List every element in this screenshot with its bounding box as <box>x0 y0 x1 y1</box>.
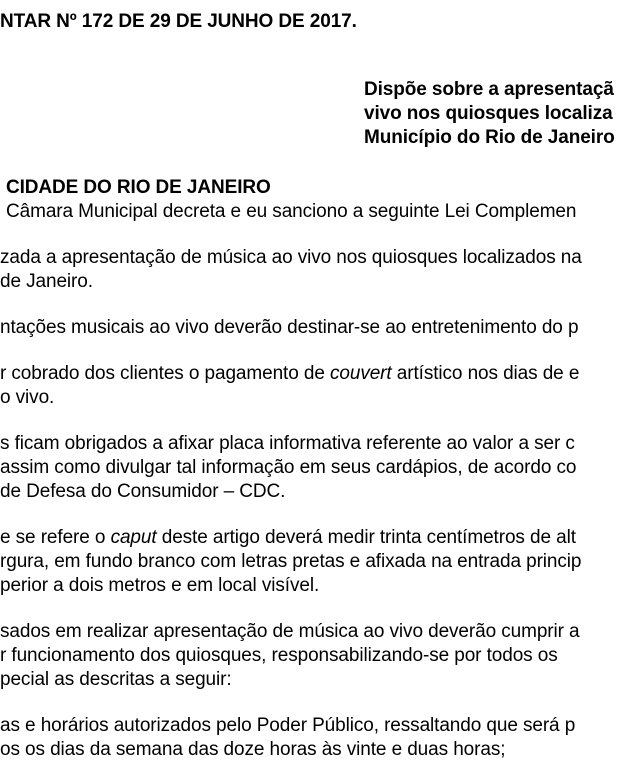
ementa-line-2: vivo nos quiosques localiza <box>364 103 613 124</box>
paragraph-3-line-1 <box>0 362 579 386</box>
paragraph-5-line-2: rgura, em fundo branco com letras pretas e afixada na entrada princip <box>0 551 582 572</box>
paragraph-5-line-1 <box>0 526 576 550</box>
couvert-term: couvert <box>329 363 392 384</box>
paragraph-5-line-3: perior a dois metros e em local visível. <box>0 575 320 596</box>
city-heading: CIDADE DO RIO DE JANEIRO <box>6 177 271 198</box>
paragraph-7-line-1: as e horários autorizados pelo Poder Público, ressaltando que será p <box>0 715 576 736</box>
paragraph-3-text-a: r cobrado dos clientes o pagamento de <box>0 363 330 384</box>
paragraph-3-text-b: artístico nos dias de e <box>391 363 580 384</box>
paragraph-5-text-b: deste artigo deverá medir trinta centímetros de alt <box>156 527 576 548</box>
paragraph-2-line-1: ntações musicais ao vivo deverão destinar-se ao entretenimento do p <box>0 317 579 338</box>
paragraph-4-line-2: assim como divulgar tal informação em seus cardápios, de acordo co <box>0 457 577 478</box>
paragraph-1-line-2: de Janeiro. <box>0 271 93 292</box>
paragraph-6-line-1: sados em realizar apresentação de música ao vivo deverão cumprir a <box>0 621 580 642</box>
paragraph-1-line-1: zada a apresentação de música ao vivo nos quiosques localizados na <box>0 247 582 268</box>
paragraph-4-line-3: de Defesa do Consumidor – CDC. <box>0 481 286 502</box>
caput-term: caput <box>110 527 157 548</box>
paragraph-3-line-2: o vivo. <box>0 387 55 408</box>
paragraph-4-line-1: s ficam obrigados a afixar placa informativa referente ao valor a ser c <box>0 433 575 454</box>
decree-line: Câmara Municipal decreta e eu sanciono a seguinte Lei Complemen <box>6 201 577 222</box>
document-title: NTAR Nº 172 DE 29 DE JUNHO DE 2017. <box>0 11 357 32</box>
ementa-line-1: Dispõe sobre a apresentaçã <box>364 79 614 100</box>
paragraph-5-text-a: e se refere o <box>0 527 111 548</box>
paragraph-6-line-2: r funcionamento dos quiosques, responsabilizando-se por todos os <box>0 645 558 666</box>
ementa-line-3: Município do Rio de Janeiro <box>364 127 615 148</box>
paragraph-7-line-2: os os dias da semana das doze horas às vinte e duas horas; <box>0 739 506 760</box>
paragraph-6-line-3: pecial as descritas a seguir: <box>0 669 232 690</box>
